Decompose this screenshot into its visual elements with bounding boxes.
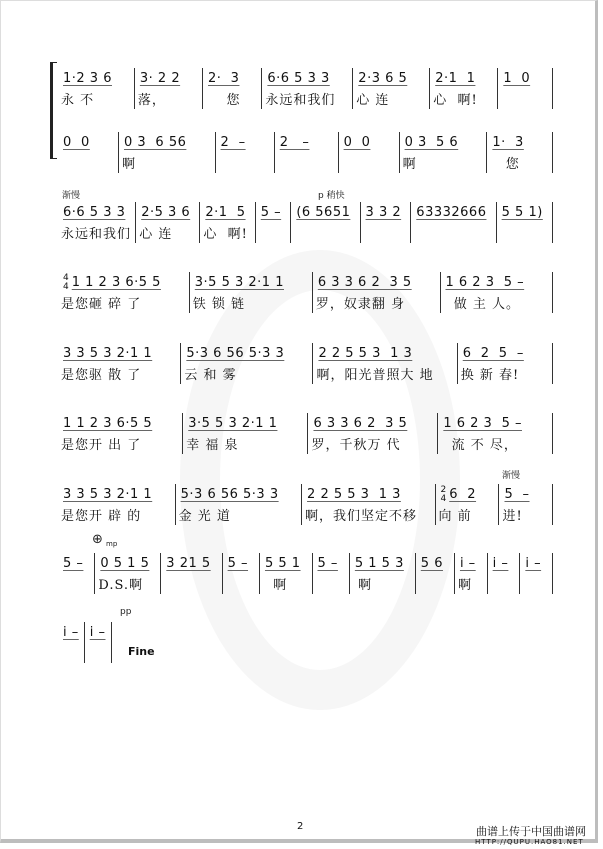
lyrics: 是您开 辟 的 [61, 509, 142, 524]
notes: 2·1 1 [435, 71, 476, 86]
lyrics [414, 224, 495, 243]
notes: 1·2 3 6 [63, 71, 112, 86]
measure [161, 553, 222, 594]
measure [353, 68, 430, 109]
notes: 1 1 2 3 6·5 5 [63, 416, 153, 431]
system-brace [50, 62, 57, 159]
lyrics: 进! [502, 509, 523, 524]
score-line [58, 484, 553, 525]
measure-notes-line [90, 622, 106, 644]
notes: 3 3 5 3 2·1 1 [63, 487, 153, 502]
measure-notes-line [63, 202, 130, 224]
notes: 6 3 3 6 2 3 5 [313, 416, 408, 431]
notes: 6 2 [449, 487, 477, 502]
measure [275, 132, 339, 173]
measure-notes-line [344, 132, 394, 154]
notes: 2 – [220, 135, 246, 150]
measure-notes-line [186, 343, 307, 365]
measure [95, 553, 161, 594]
score-line [58, 132, 553, 173]
measure [58, 272, 190, 313]
measure-notes-line [140, 68, 197, 90]
measure-notes-line [228, 553, 254, 575]
measure-notes-line [63, 622, 79, 644]
notes: 2· 3 [208, 71, 240, 86]
notes: 3 3 5 3 2·1 1 [63, 346, 153, 361]
notes: 0 3 5 6 [404, 135, 459, 150]
lyrics [88, 644, 111, 663]
coda-icon: ⊕ [92, 532, 103, 547]
notes: 5·3 6 56 5·3 3 [186, 346, 285, 361]
ritardando-mark-2: 渐慢 [502, 471, 521, 481]
notes: 3·5 5 3 2·1 1 [194, 275, 284, 290]
measure-notes-line [463, 343, 547, 365]
notes: 5 – [317, 556, 338, 571]
measure-notes-line [366, 202, 406, 224]
measure [176, 484, 302, 525]
lyrics: 心 啊! [433, 93, 478, 108]
measure-notes-line [313, 413, 432, 435]
lyrics [294, 224, 359, 243]
lyrics: 啊，阳光普照大 地 [316, 368, 434, 383]
measure-notes-line [181, 484, 296, 506]
lyrics: 铁 锁 链 [192, 297, 246, 312]
measure-notes-line [503, 68, 547, 90]
measure-notes-line [205, 202, 249, 224]
notes: 1 0 [503, 71, 531, 86]
notes: i – [492, 556, 509, 571]
notes: i – [89, 625, 106, 640]
measure-notes-line [492, 132, 547, 154]
measure-notes-line [493, 553, 515, 575]
notes: 5 – [260, 205, 282, 220]
measure-notes-line [504, 484, 546, 506]
score-line [58, 202, 553, 243]
lyrics: 是您开 出 了 [61, 438, 142, 453]
lyrics [259, 224, 291, 243]
measure [411, 202, 496, 243]
measure-notes-line [296, 202, 354, 224]
measure [350, 553, 416, 594]
measure [216, 132, 275, 173]
lyrics [61, 644, 84, 663]
notes: 5 1 5 3 [354, 556, 404, 571]
measure [181, 343, 313, 384]
measure [441, 272, 554, 313]
notes: 5 – [504, 487, 530, 502]
measure-notes-line [63, 413, 177, 435]
score-line [58, 553, 553, 594]
notes: 5 – [227, 556, 249, 571]
lyrics: 落， [137, 93, 166, 108]
measure [58, 132, 119, 173]
measure [436, 484, 500, 525]
lyrics: 啊 [352, 578, 372, 593]
lyrics [219, 154, 274, 173]
measure [487, 132, 553, 173]
notes: 6·6 5 3 3 [63, 205, 126, 220]
notes: 2 2 5 5 3 1 3 [307, 487, 401, 502]
measure [85, 622, 112, 663]
notes: 2 – [279, 135, 310, 150]
measure [361, 202, 412, 243]
notes: 0 0 [343, 135, 371, 150]
measure-notes-line [100, 553, 155, 575]
lyrics: 啊 [121, 157, 136, 172]
notes: 1· 3 [492, 135, 524, 150]
measure-notes-line [460, 553, 482, 575]
lyrics [226, 575, 259, 594]
lyrics: 流 不 尽， [441, 438, 518, 453]
notes: 3 21 5 [166, 556, 211, 571]
measure-notes-line [267, 68, 347, 90]
notes: 6 3 3 6 2 3 5 [317, 275, 412, 290]
watermark-clef [180, 250, 460, 710]
measure [256, 202, 292, 243]
lyrics: 啊，我们坚定不移 [305, 509, 418, 524]
notes: (6 5651 [296, 205, 351, 220]
measure [58, 202, 136, 243]
measure [58, 622, 85, 663]
measure-notes-line [63, 553, 89, 575]
measure-notes-line [265, 553, 307, 575]
measure [135, 68, 203, 109]
measure [488, 553, 521, 594]
measure [498, 68, 553, 109]
lyrics: 云 和 雾 [184, 368, 237, 383]
measure [190, 272, 313, 313]
watermark-url: HTTP://QUPU.HAO81.NET [475, 838, 584, 846]
measure [520, 553, 553, 594]
lyrics [501, 90, 552, 109]
watermark-text: 曲谱上传于中国曲谱网 [476, 825, 586, 838]
lyrics: 永远和我们 [265, 93, 336, 108]
lyrics: 心 连 [356, 93, 390, 108]
measure [458, 343, 553, 384]
notes: 2 2 5 5 3 1 3 [318, 346, 413, 361]
notes: 6 2 5 – [462, 346, 524, 361]
notes: 3·5 5 3 2·1 1 [188, 416, 278, 431]
measure [308, 413, 438, 454]
lyrics: 做 主 人。 [443, 297, 521, 312]
measure [416, 553, 455, 594]
measure-notes-line [318, 553, 344, 575]
dynamic-pp: pp [120, 607, 132, 617]
measure-notes-line [208, 68, 256, 90]
lyrics [491, 575, 520, 594]
measure [430, 68, 498, 109]
notes: 5 5 1 [264, 556, 301, 571]
lyrics [316, 575, 349, 594]
measure-notes-line [63, 272, 184, 294]
measure-notes-line [166, 553, 216, 575]
notes: 3 3 2 [365, 205, 402, 220]
time-signature: 2 4 [440, 485, 447, 504]
measure-notes-line [358, 68, 424, 90]
lyrics: 永 不 [61, 93, 95, 108]
notes: 2·1 5 [205, 205, 246, 220]
lyrics: 向 前 [438, 509, 472, 524]
score-line [58, 272, 553, 313]
measure [203, 68, 262, 109]
measure [313, 343, 457, 384]
notes: 0 5 1 5 [100, 556, 150, 571]
measure [223, 553, 260, 594]
measure [291, 202, 360, 243]
measure [260, 553, 313, 594]
notes: 0 0 [63, 135, 90, 150]
measure [313, 553, 350, 594]
lyrics: 金 光 道 [178, 509, 231, 524]
measure [58, 484, 176, 525]
measure-notes-line [141, 202, 194, 224]
notes: 6·6 5 3 3 [267, 71, 330, 86]
measure-notes-line [421, 553, 449, 575]
measure [200, 202, 255, 243]
notes: i – [525, 556, 542, 571]
measure [438, 413, 553, 454]
lyrics: 您 [490, 157, 520, 172]
tempo-mark: p 稍快 [318, 191, 345, 201]
notes: 1 1 2 3 6·5 5 [71, 275, 161, 290]
measure-notes-line [280, 132, 333, 154]
notes: 1 6 2 3 5 – [445, 275, 525, 290]
measure-notes-line [63, 343, 175, 365]
measure-notes-line [63, 68, 129, 90]
score-line [58, 68, 553, 109]
notes: 0 3 6 56 [123, 135, 187, 150]
notes: 63332666 [416, 205, 487, 220]
notes: 2·3 6 5 [358, 71, 408, 86]
lyrics [61, 575, 94, 594]
score-line [58, 413, 553, 454]
measure-notes-line [318, 343, 451, 365]
lyrics: 啊 [262, 578, 288, 593]
lyrics [61, 154, 118, 173]
lyrics [278, 154, 338, 173]
lyrics [523, 575, 552, 594]
measure [302, 484, 435, 525]
measure [339, 132, 400, 173]
notes: 2·5 3 6 [141, 205, 191, 220]
measure-notes-line [355, 553, 410, 575]
lyrics [419, 575, 454, 594]
measure-notes-line [502, 202, 547, 224]
lyrics: 幸 福 泉 [186, 438, 239, 453]
measure [58, 68, 135, 109]
page-number: 2 [297, 821, 304, 832]
lyrics: 心 连 [139, 227, 173, 242]
measure [58, 413, 183, 454]
measure [58, 343, 181, 384]
measure-notes-line [124, 132, 210, 154]
measure-notes-line [318, 272, 435, 294]
notes: 5 6 [420, 556, 443, 571]
notes: 1 6 2 3 5 – [443, 416, 522, 431]
measure-notes-line [416, 202, 490, 224]
measure-notes-line [188, 413, 302, 435]
measure-notes-line [443, 413, 547, 435]
measure-notes-line [261, 202, 286, 224]
lyrics [164, 575, 221, 594]
dynamic-mp: mp [106, 540, 118, 548]
lyrics [364, 224, 411, 243]
measure-notes-line [307, 484, 429, 506]
lyrics: 您 [206, 93, 241, 108]
notes: i – [63, 625, 79, 640]
notes: 3· 2 2 [139, 71, 181, 86]
lyrics: 啊 [402, 157, 417, 172]
lyrics: 罗，奴隶翻 身 [315, 297, 405, 312]
lyrics: 永远和我们 [61, 227, 132, 242]
measure-notes-line [63, 132, 113, 154]
lyrics [500, 224, 552, 243]
measure-notes-line [435, 68, 492, 90]
measure-notes-line [63, 484, 170, 506]
lyrics: D.S.啊 [98, 578, 144, 593]
measure-notes-line [525, 553, 547, 575]
measure [497, 202, 553, 243]
notes: i – [459, 556, 476, 571]
lyrics: 是您驱 散 了 [61, 368, 142, 383]
notes: 5·3 6 56 5·3 3 [180, 487, 279, 502]
measure [136, 202, 200, 243]
lyrics: 换 新 春! [460, 368, 520, 383]
fine-mark: Fine [128, 645, 155, 658]
score-line [58, 343, 553, 384]
ritardando-mark: 渐慢 [62, 191, 81, 201]
measure-notes-line [441, 484, 494, 506]
measure [499, 484, 552, 525]
lyrics: 是您砸 碎 了 [61, 297, 142, 312]
lyrics: 罗，千秋万 代 [311, 438, 401, 453]
lyrics: 心 啊! [203, 227, 248, 242]
measure-notes-line [221, 132, 269, 154]
lyrics [342, 154, 399, 173]
measure-notes-line [446, 272, 548, 294]
time-signature: 4 4 [63, 273, 69, 292]
score-line [58, 622, 112, 663]
lyrics: 啊 [457, 578, 472, 593]
measure [313, 272, 441, 313]
measure [262, 68, 353, 109]
measure [400, 132, 488, 173]
measure [58, 553, 95, 594]
measure [183, 413, 308, 454]
measure-notes-line [195, 272, 307, 294]
measure [119, 132, 216, 173]
measure [455, 553, 488, 594]
notes: 5 5 1) [501, 205, 543, 220]
measure-notes-line [405, 132, 482, 154]
notes: 5 – [63, 556, 84, 571]
